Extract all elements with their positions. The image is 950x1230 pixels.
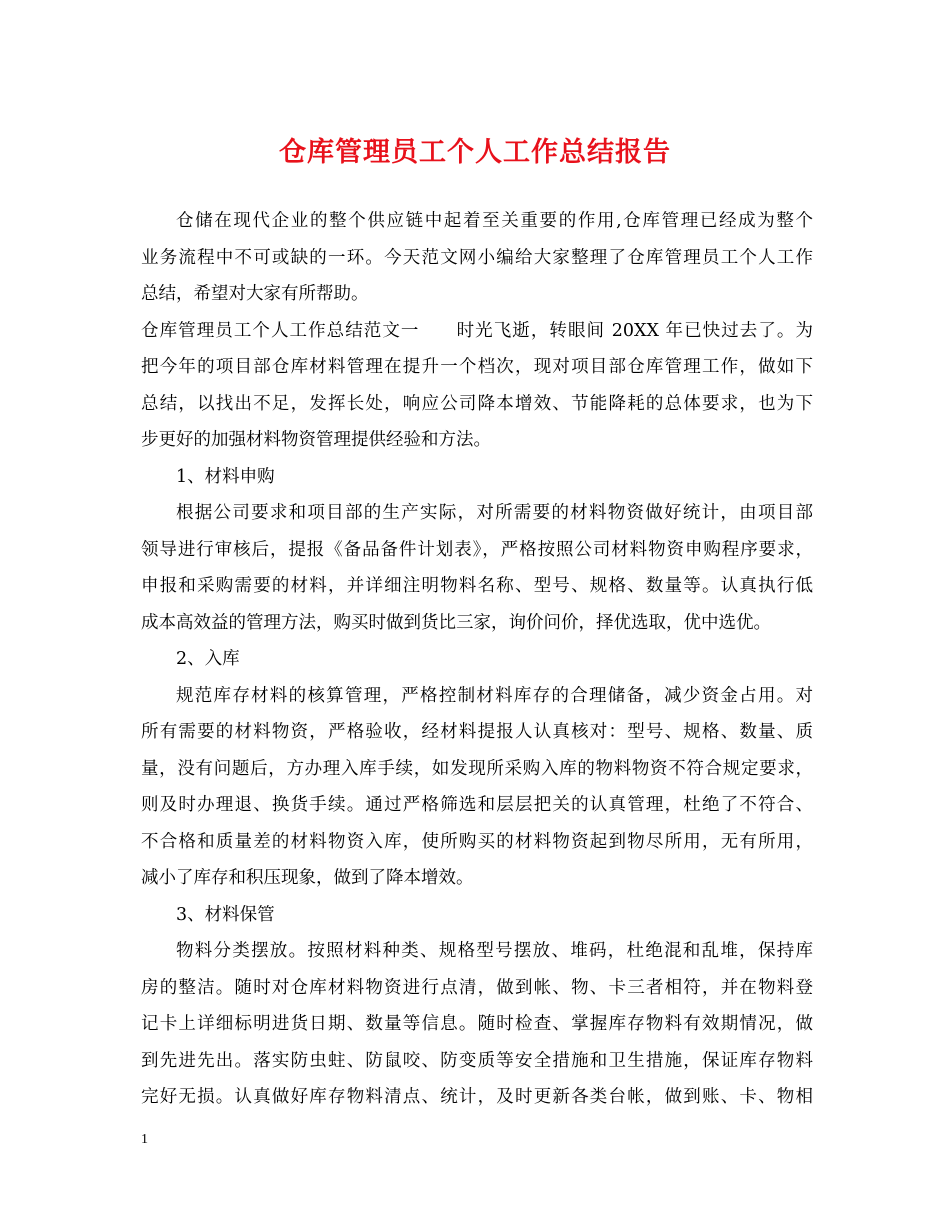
paragraph-line: 业务流程中不可或缺的一环。今天范文网小编给大家整理了仓库管理员工个人工作	[141, 247, 813, 268]
paragraph-line: 总结，希望对大家有所帮助。	[141, 284, 369, 304]
paragraph-line: 房的整洁。随时对仓库材料物资进行点清，做到帐、物、卡三者相符，并在物料登	[141, 977, 813, 998]
paragraph-line: 则及时办理退、换货手续。通过严格筛选和层层把关的认真管理，杜绝了不符合、	[141, 795, 813, 815]
paragraph-line: 记卡上详细标明进货日期、数量等信息。随时检查、掌握库存物料有效期情况，做	[141, 1014, 813, 1034]
paragraph-line: 仓库管理员工个人工作总结范文一 时光飞逝，转眼间 20XX 年已快过去了。为	[141, 320, 813, 341]
paragraph-line: 步更好的加强材料物资管理提供经验和方法。	[141, 430, 491, 450]
document-body	[141, 203, 813, 1116]
paragraph-line: 把今年的项目部仓库材料管理在提升一个档次，现对项目部仓库管理工作，做如下	[141, 357, 813, 377]
paragraph-line: 仓储在现代企业的整个供应链中起着至关重要的作用,仓库管理已经成为整个	[176, 211, 813, 231]
page-number: 1	[141, 1132, 148, 1147]
paragraph-line: 不合格和质量差的材料物资入库，使所购买的材料物资起到物尽所用，无有所用，	[141, 831, 813, 852]
paragraph-line: 申报和采购需要的材料，并详细注明物料名称、型号、规格、数量等。认真执行低	[141, 576, 813, 596]
paragraph-line: 物料分类摆放。按照材料种类、规格型号摆放、堆码，杜绝混和乱堆，保持库	[176, 941, 813, 961]
paragraph-line: 到先进先出。落实防虫蛀、防鼠咬、防变质等安全措施和卫生措施，保证库存物料	[141, 1050, 813, 1071]
paragraph-line: 成本高效益的管理方法，购买时做到货比三家，询价问价，择优选取，优中选优。	[141, 612, 771, 633]
paragraph-line: 2、入库	[176, 649, 240, 669]
document-title: 仓库管理员工个人工作总结报告	[279, 137, 671, 168]
paragraph-line: 1、材料申购	[176, 466, 275, 487]
paragraph-line: 根据公司要求和项目部的生产实际，对所需要的材料物资做好统计，由项目部	[176, 503, 813, 523]
paragraph-line: 量，没有问题后，方办理入库手续，如发现所采购入库的物料物资不符合规定要求，	[141, 758, 813, 779]
paragraph-line: 规范库存材料的核算管理，严格控制材料库存的合理储备，减少资金占用。对	[176, 685, 813, 706]
paragraph-line: 3、材料保管	[176, 904, 275, 925]
paragraph-line: 领导进行审核后，提报《备品备件计划表》，严格按照公司材料物资申购程序要求，	[141, 539, 813, 560]
paragraph-line: 减小了库存和积压现象，做到了降本增效。	[141, 868, 474, 888]
paragraph-line: 所有需要的材料物资，严格验收，经材料提报人认真核对：型号、规格、数量、质	[141, 722, 813, 742]
paragraph-line: 完好无损。认真做好库存物料清点、统计，及时更新各类台帐，做到账、卡、物相	[141, 1087, 813, 1107]
paragraph-line: 总结，以找出不足，发挥长处，响应公司降本增效、节能降耗的总体要求，也为下	[141, 393, 813, 414]
